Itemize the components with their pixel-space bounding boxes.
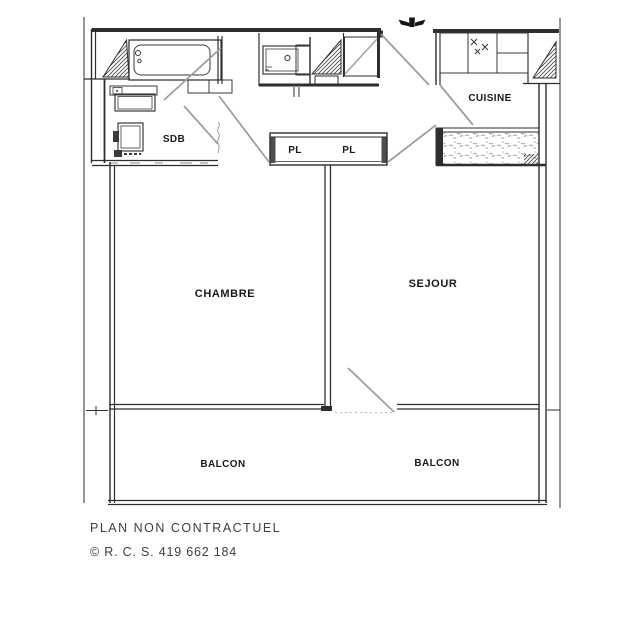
disclaimer-text: PLAN NON CONTRACTUEL — [90, 521, 282, 535]
hall-washbasin — [263, 45, 310, 75]
sdb-door-swing-2 — [184, 106, 218, 144]
sdb-opening-mark — [218, 122, 220, 153]
label-balcon-left: BALCON — [200, 459, 246, 470]
label-sejour: SEJOUR — [408, 278, 458, 290]
label-chambre: CHAMBRE — [194, 288, 256, 300]
walls — [84, 17, 560, 508]
entrance-arrow-icon — [399, 18, 426, 28]
registration-text: © R. C. S. 419 662 184 — [90, 545, 238, 559]
balcony-door-swing — [348, 368, 394, 412]
kitchen-door-swing — [440, 85, 473, 125]
sink-tap-marks — [471, 39, 488, 54]
label-sdb: SDB — [162, 134, 186, 145]
toilet — [113, 123, 143, 157]
kitchen-chamfer-wall — [388, 125, 436, 162]
kitchen-sink-counter — [440, 33, 528, 73]
hall-chamfer-wall — [219, 96, 269, 162]
door-swings — [164, 34, 473, 413]
middle-shaft — [312, 40, 341, 74]
label-pl-left: PL — [288, 145, 302, 156]
kitchen-worktop — [436, 128, 539, 165]
corner-shaft-left — [103, 40, 129, 77]
washbasin — [115, 94, 155, 111]
corner-shaft-right — [533, 42, 556, 78]
sdb-door-swing — [164, 48, 221, 100]
label-cuisine: CUISINE — [468, 93, 512, 104]
label-balcon-right: BALCON — [414, 458, 460, 469]
label-pl-right: PL — [342, 145, 356, 156]
entrance-door-swing — [381, 34, 429, 85]
bathroom-cabinet — [188, 80, 232, 93]
